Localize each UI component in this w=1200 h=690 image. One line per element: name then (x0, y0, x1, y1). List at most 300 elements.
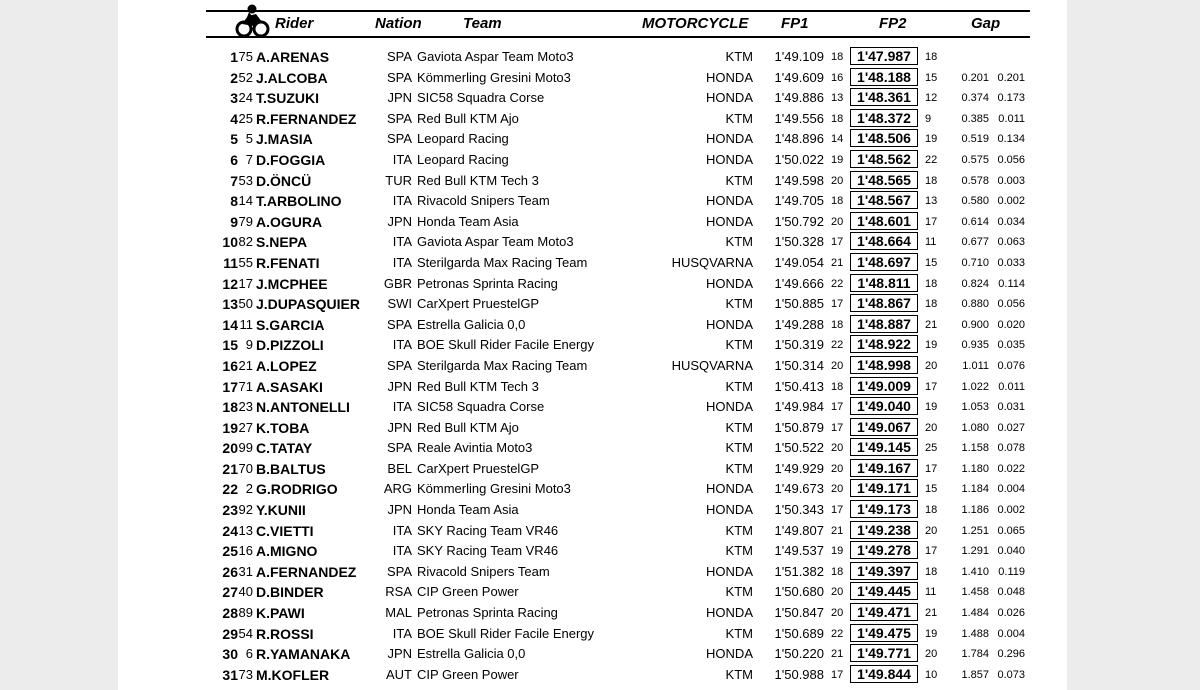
rider-name: T.SUZUKI (256, 90, 319, 107)
rider-position: 26 (222, 563, 238, 580)
motorcycle-make: HONDA (706, 605, 753, 621)
team-name: Estrella Galicia 0,0 (417, 316, 526, 332)
fp2-laps: 20 (925, 359, 938, 372)
fp2-time: 1'48.188 (850, 68, 918, 86)
rider-nation: SPA (386, 563, 412, 579)
fp1-time: 1'50.689 (774, 625, 824, 641)
rider-position: 14 (222, 316, 238, 333)
fp2-laps: 21 (925, 318, 938, 331)
fp1-time: 1'50.988 (774, 666, 824, 682)
gap-to-previous: 0.004 (997, 627, 1025, 640)
fp2-laps: 21 (925, 607, 938, 620)
gap-to-first: 1.410 (961, 565, 989, 578)
gap-to-first: 0.880 (961, 298, 989, 311)
fp2-laps: 18 (925, 51, 938, 63)
gap-to-first: 1.784 (961, 648, 989, 661)
fp1-laps: 20 (831, 215, 844, 228)
team-name: Reale Avintia Moto3 (417, 440, 533, 456)
results-table (118, 46, 1067, 684)
fp1-laps: 22 (831, 277, 844, 290)
fp1-laps: 19 (831, 545, 844, 558)
rider-name: T.ARBOLINO (256, 193, 342, 210)
fp2-laps: 12 (925, 92, 938, 105)
fp1-laps: 20 (831, 174, 844, 187)
gap-to-first: 1.184 (961, 483, 989, 496)
gap-to-first: 1.022 (961, 380, 989, 393)
gap-to-previous: 0.056 (997, 298, 1025, 311)
motorcycle-make: KTM (725, 522, 753, 538)
rider-nation: AUT (386, 666, 412, 682)
rider-number: 7 (245, 151, 253, 167)
rider-nation: BEL (387, 460, 412, 476)
rider-number: 53 (238, 172, 253, 188)
rider-position: 5 (230, 131, 238, 148)
fp2-laps: 20 (925, 421, 938, 434)
table-row (118, 293, 1067, 314)
gap-to-first: 1.291 (961, 545, 989, 558)
gap-to-first: 1.857 (961, 668, 989, 681)
team-name: Petronas Sprinta Racing (417, 605, 558, 621)
rider-number: 17 (238, 275, 253, 291)
rider-nation: JPN (387, 213, 412, 229)
motorcycle-make: KTM (725, 666, 753, 682)
team-name: CIP Green Power (417, 666, 519, 682)
table-row (118, 623, 1067, 644)
motorcycle-make: KTM (725, 543, 753, 559)
gap-to-first: 0.710 (961, 256, 989, 269)
fp2-time: 1'49.040 (850, 397, 918, 415)
fp1-time: 1'49.666 (774, 275, 824, 291)
rider-number: 73 (238, 666, 253, 682)
fp1-laps: 17 (831, 298, 844, 311)
fp2-time: 1'48.506 (850, 129, 918, 147)
fp2-time: 1'47.987 (850, 47, 918, 65)
gap-to-previous: 0.119 (998, 565, 1025, 578)
team-name: Red Bull KTM Tech 3 (417, 172, 539, 188)
fp2-time: 1'48.811 (850, 274, 918, 292)
rider-number: 25 (238, 110, 253, 126)
fp2-time: 1'49.238 (850, 521, 918, 539)
fp2-laps: 25 (925, 442, 938, 455)
fp1-time: 1'49.288 (774, 316, 824, 332)
fp1-time: 1'50.792 (774, 213, 824, 229)
header-fp1: FP1 (781, 15, 809, 32)
fp1-laps: 21 (831, 648, 844, 661)
rider-number: 54 (238, 625, 253, 641)
gap-to-first: 0.677 (961, 236, 989, 249)
motorcycle-make: KTM (725, 584, 753, 600)
header-fp2: FP2 (879, 15, 907, 32)
motorcycle-make: HUSQVARNA (671, 254, 753, 270)
gap-to-first: 0.900 (961, 318, 989, 331)
motorcycle-make: KTM (725, 172, 753, 188)
rider-position: 8 (230, 193, 238, 210)
rider-nation: SPA (386, 110, 412, 126)
gap-to-first: 1.186 (961, 504, 989, 517)
rider-name: J.MCPHEE (256, 275, 328, 292)
team-name: Gaviota Aspar Team Moto3 (417, 234, 574, 250)
rider-position: 4 (230, 110, 238, 127)
header-top-rule (206, 10, 1030, 12)
fp2-time: 1'48.697 (850, 253, 918, 271)
fp2-laps: 22 (925, 153, 938, 166)
motorcycle-make: KTM (725, 625, 753, 641)
fp2-laps: 17 (925, 545, 938, 558)
table-row (118, 355, 1067, 376)
fp2-time: 1'48.998 (850, 356, 918, 374)
rider-name: D.BINDER (256, 584, 324, 601)
motorcycle-make: HONDA (706, 646, 753, 662)
rider-position: 6 (230, 151, 238, 168)
fp1-laps: 21 (831, 256, 844, 269)
rider-nation: JPN (387, 90, 412, 106)
fp2-time: 1'48.562 (850, 150, 918, 168)
table-row (118, 499, 1067, 520)
motorcycle-make: HONDA (706, 481, 753, 497)
fp1-time: 1'49.556 (774, 110, 824, 126)
gap-to-previous: 0.056 (997, 153, 1025, 166)
motorcycle-make: HONDA (706, 131, 753, 147)
rider-number: 11 (239, 316, 253, 332)
team-name: CarXpert PruestelGP (417, 296, 540, 312)
rider-position: 24 (222, 522, 238, 539)
rider-position: 9 (230, 213, 238, 230)
fp1-laps: 17 (831, 236, 844, 249)
gap-to-first: 0.385 (961, 112, 989, 125)
fp2-laps: 10 (925, 668, 938, 681)
gap-to-previous: 0.040 (997, 545, 1025, 558)
team-name: BOE Skull Rider Facile Energy (417, 337, 595, 353)
rider-name: D.PIZZOLI (256, 337, 324, 354)
rider-name: R.ROSSI (256, 625, 314, 642)
motorcycle-rider-icon (234, 2, 270, 38)
table-row (118, 458, 1067, 479)
fp1-time: 1'49.886 (774, 90, 824, 106)
team-name: Leopard Racing (417, 151, 509, 167)
motorcycle-make: HONDA (706, 151, 753, 167)
gap-to-previous: 0.034 (997, 215, 1025, 228)
fp2-time: 1'48.867 (850, 294, 918, 312)
fp1-time: 1'50.885 (774, 296, 824, 312)
gap-to-previous: 0.033 (997, 256, 1025, 269)
team-name: SKY Racing Team VR46 (417, 543, 559, 559)
gap-to-previous: 0.035 (997, 339, 1025, 352)
rider-nation: SPA (386, 49, 412, 64)
table-row (118, 581, 1067, 602)
fp2-laps: 18 (925, 504, 938, 517)
fp1-time: 1'49.929 (774, 460, 824, 476)
rider-name: Y.KUNII (256, 502, 306, 519)
rider-number: 14 (238, 193, 253, 209)
fp1-time: 1'50.319 (774, 337, 824, 353)
fp2-time: 1'49.397 (850, 562, 918, 580)
team-name: Red Bull KTM Tech 3 (417, 378, 539, 394)
fp2-laps: 20 (925, 524, 938, 537)
fp1-time: 1'49.984 (774, 399, 824, 415)
table-row (118, 540, 1067, 561)
rider-nation: SPA (386, 357, 412, 373)
rider-nation: SPA (386, 131, 412, 147)
table-row (118, 602, 1067, 623)
rider-nation: ITA (392, 399, 412, 415)
rider-name: R.FERNANDEZ (256, 110, 357, 127)
gap-to-first: 1.180 (961, 462, 989, 475)
fp1-time: 1'50.328 (774, 234, 824, 250)
rider-position: 11 (223, 254, 238, 271)
gap-to-previous: 0.026 (997, 607, 1025, 620)
rider-name: A.LOPEZ (256, 357, 317, 374)
motorcycle-make: HUSQVARNA (671, 357, 753, 373)
fp2-laps: 13 (925, 195, 938, 208)
fp1-time: 1'50.879 (774, 419, 824, 435)
fp1-laps: 18 (831, 380, 844, 393)
rider-number: 82 (238, 234, 253, 250)
header-team: Team (463, 15, 502, 32)
fp1-time: 1'51.382 (774, 563, 824, 579)
rider-name: D.FOGGIA (256, 151, 326, 168)
fp2-time: 1'49.067 (850, 418, 918, 436)
rider-nation: SWI (387, 296, 412, 312)
rider-position: 17 (222, 378, 238, 395)
rider-position: 19 (222, 419, 238, 436)
rider-nation: JPN (387, 502, 412, 518)
motorcycle-make: HONDA (706, 563, 753, 579)
fp1-laps: 22 (831, 339, 844, 352)
rider-name: N.ANTONELLI (256, 399, 350, 416)
motorcycle-make: HONDA (706, 90, 753, 106)
motorcycle-make: KTM (725, 460, 753, 476)
gap-to-previous: 0.011 (998, 380, 1025, 393)
gap-to-previous: 0.114 (998, 277, 1025, 290)
fp1-time: 1'50.314 (774, 357, 824, 373)
team-name: Estrella Galicia 0,0 (417, 646, 526, 662)
rider-position: 29 (222, 625, 238, 642)
gap-to-previous: 0.011 (998, 112, 1025, 125)
table-row (118, 231, 1067, 252)
gap-to-previous: 0.004 (997, 483, 1025, 496)
fp1-laps: 17 (831, 504, 844, 517)
table-row (118, 376, 1067, 397)
fp1-laps: 18 (831, 565, 844, 578)
fp2-time: 1'49.167 (850, 459, 918, 477)
rider-position: 18 (222, 399, 238, 416)
rider-name: J.DUPASQUIER (256, 296, 360, 313)
gap-to-first: 0.614 (961, 215, 989, 228)
rider-number: 13 (238, 522, 253, 538)
fp2-time: 1'49.009 (850, 377, 918, 395)
fp2-laps: 17 (925, 215, 938, 228)
table-row (118, 211, 1067, 232)
header-nation: Nation (375, 15, 422, 32)
rider-position: 20 (222, 440, 238, 457)
gap-to-previous: 0.065 (997, 524, 1025, 537)
fp2-laps: 19 (925, 627, 938, 640)
timing-sheet (118, 0, 1067, 690)
table-row (118, 190, 1067, 211)
rider-number: 27 (238, 419, 253, 435)
rider-name: S.GARCIA (256, 316, 325, 333)
fp2-time: 1'48.567 (850, 191, 918, 209)
fp2-laps: 11 (925, 586, 937, 599)
fp2-laps: 11 (925, 236, 937, 249)
rider-nation: SPA (386, 440, 412, 456)
fp1-laps: 20 (831, 483, 844, 496)
rider-name: K.PAWI (256, 605, 305, 622)
fp2-time: 1'49.445 (850, 582, 918, 600)
team-name: Kömmerling Gresini Moto3 (417, 481, 571, 497)
team-name: Sterilgarda Max Racing Team (417, 357, 588, 373)
fp2-time: 1'48.887 (850, 315, 918, 333)
rider-nation: RSA (385, 584, 412, 600)
team-name: CarXpert PruestelGP (417, 460, 540, 476)
fp2-time: 1'49.844 (850, 665, 918, 683)
team-name: SIC58 Squadra Corse (417, 399, 545, 415)
motorcycle-make: KTM (725, 337, 753, 353)
rider-nation: JPN (387, 419, 412, 435)
fp2-time: 1'49.475 (850, 624, 918, 642)
header-motorcycle: MOTORCYCLE (642, 15, 749, 32)
rider-number: 79 (238, 213, 253, 229)
rider-name: A.FERNANDEZ (256, 563, 357, 580)
rider-number: 92 (238, 502, 253, 518)
fp1-laps: 17 (831, 401, 844, 414)
rider-name: G.RODRIGO (256, 481, 338, 498)
rider-number: 89 (238, 605, 253, 621)
rider-number: 99 (238, 440, 253, 456)
rider-position: 1 (230, 49, 238, 65)
rider-name: J.ALCOBA (256, 69, 328, 86)
gap-to-previous: 0.201 (997, 71, 1025, 84)
team-name: Gaviota Aspar Team Moto3 (417, 49, 574, 64)
fp1-laps: 17 (831, 668, 844, 681)
rider-name: R.YAMANAKA (256, 646, 351, 663)
table-row (118, 252, 1067, 273)
fp1-laps: 20 (831, 359, 844, 372)
rider-nation: MAL (385, 605, 412, 621)
gap-to-previous: 0.022 (997, 462, 1025, 475)
fp2-time: 1'49.173 (850, 500, 918, 518)
fp2-laps: 15 (925, 71, 938, 84)
rider-name: K.TOBA (256, 419, 310, 436)
gap-to-previous: 0.296 (997, 648, 1025, 661)
rider-position: 21 (222, 460, 238, 477)
team-name: Kömmerling Gresini Moto3 (417, 69, 571, 85)
motorcycle-make: HONDA (706, 275, 753, 291)
fp2-laps: 20 (925, 648, 938, 661)
fp1-time: 1'49.054 (774, 254, 824, 270)
rider-number: 9 (245, 337, 253, 353)
rider-name: C.VIETTI (256, 522, 314, 539)
motorcycle-make: HONDA (706, 193, 753, 209)
fp2-time: 1'49.771 (850, 644, 918, 662)
fp2-laps: 17 (925, 380, 938, 393)
team-name: Petronas Sprinta Racing (417, 275, 558, 291)
fp1-laps: 20 (831, 462, 844, 475)
motorcycle-make: HONDA (706, 316, 753, 332)
fp2-time: 1'49.171 (850, 479, 918, 497)
rider-position: 23 (222, 502, 238, 519)
table-row (118, 314, 1067, 335)
team-name: Rivacold Snipers Team (417, 193, 550, 209)
motorcycle-make: KTM (725, 234, 753, 250)
gap-to-first: 0.578 (961, 174, 989, 187)
gap-to-previous: 0.027 (997, 421, 1025, 434)
fp2-laps: 18 (925, 277, 938, 290)
motorcycle-make: KTM (725, 440, 753, 456)
gap-to-first: 1.488 (961, 627, 989, 640)
team-name: SIC58 Squadra Corse (417, 90, 545, 106)
team-name: Red Bull KTM Ajo (417, 419, 519, 435)
team-name: CIP Green Power (417, 584, 519, 600)
fp1-time: 1'49.807 (774, 522, 824, 538)
table-row (118, 520, 1067, 541)
rider-name: A.ARENAS (256, 49, 330, 65)
rider-name: B.BALTUS (256, 460, 326, 477)
rider-name: S.NEPA (256, 234, 308, 251)
rider-position: 10 (222, 234, 238, 251)
fp1-time: 1'50.413 (774, 378, 824, 394)
rider-position: 3 (230, 90, 238, 107)
gap-to-first: 1.251 (961, 524, 989, 537)
rider-nation: SPA (386, 316, 412, 332)
rider-name: D.ÖNCÜ (256, 172, 312, 189)
rider-nation: TUR (385, 172, 412, 188)
fp1-laps: 18 (831, 112, 844, 125)
gap-to-first: 0.580 (961, 195, 989, 208)
gap-to-previous: 0.048 (997, 586, 1025, 599)
fp2-laps: 18 (925, 565, 938, 578)
rider-number: 50 (238, 296, 253, 312)
rider-name: A.MIGNO (256, 543, 318, 560)
table-row (118, 128, 1067, 149)
gap-to-previous: 0.073 (997, 668, 1025, 681)
rider-number: 31 (238, 563, 253, 579)
fp2-laps: 19 (925, 133, 938, 146)
team-name: Honda Team Asia (417, 213, 519, 229)
gap-to-previous: 0.002 (997, 195, 1025, 208)
rider-number: 52 (238, 69, 253, 85)
table-row (118, 643, 1067, 664)
fp2-time: 1'49.145 (850, 438, 918, 456)
fp2-time: 1'48.601 (850, 212, 918, 230)
header-gap: Gap (971, 15, 1001, 32)
fp1-time: 1'50.022 (774, 151, 824, 167)
rider-nation: GBR (383, 275, 412, 291)
fp1-laps: 18 (831, 195, 844, 208)
table-row (118, 108, 1067, 129)
fp1-time: 1'49.537 (774, 543, 824, 559)
gap-to-first: 1.484 (961, 607, 989, 620)
gap-to-previous: 0.031 (997, 401, 1025, 414)
team-name: Sterilgarda Max Racing Team (417, 254, 588, 270)
fp1-time: 1'50.522 (774, 440, 824, 456)
gap-to-first: 1.158 (961, 442, 989, 455)
gap-to-first: 0.519 (961, 133, 989, 146)
rider-number: 70 (238, 460, 253, 476)
rider-number: 2 (245, 481, 253, 497)
fp1-time: 1'50.343 (774, 502, 824, 518)
fp2-time: 1'49.278 (850, 541, 918, 559)
fp1-laps: 22 (831, 627, 844, 640)
fp1-time: 1'49.609 (774, 69, 824, 85)
team-name: BOE Skull Rider Facile Energy (417, 625, 595, 641)
table-row (118, 478, 1067, 499)
rider-name: C.TATAY (256, 440, 313, 457)
header-bottom-rule (206, 36, 1030, 38)
rider-nation: ITA (392, 337, 412, 353)
motorcycle-make: HONDA (706, 69, 753, 85)
rider-name: J.MASIA (256, 131, 313, 148)
